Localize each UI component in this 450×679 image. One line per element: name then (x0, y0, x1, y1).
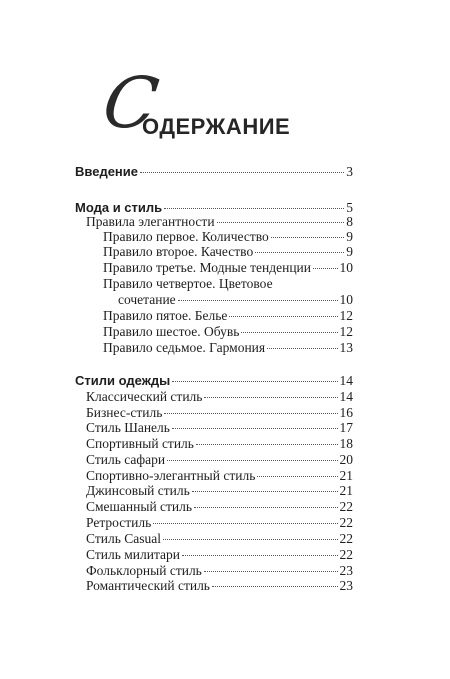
toc-entry-title: Классический стиль (86, 389, 203, 404)
toc-entry-page: 13 (339, 340, 353, 355)
toc-entry-title: Правило шестое. Обувь (103, 324, 240, 339)
toc-leader (167, 460, 337, 461)
toc-leader (182, 555, 338, 556)
toc-entry-page: 18 (339, 436, 353, 451)
toc-entry-title: Ретростиль (86, 515, 152, 530)
toc-entry-casual-style[interactable] (86, 531, 353, 547)
toc-leader (257, 476, 337, 477)
toc-entry-rule-4-line-1[interactable]: Правило четвертое. Цветовое (103, 276, 273, 291)
toc-entry-page: 9 (346, 244, 353, 259)
toc-entry-page: 23 (339, 563, 353, 578)
toc-leader (140, 172, 344, 173)
toc-entry-page: 16 (339, 405, 353, 420)
toc-entry-title: сочетание (118, 292, 176, 307)
toc-entry-page: 8 (346, 214, 353, 229)
toc-entry-page: 12 (339, 324, 353, 339)
toc-entry-page: 14 (339, 389, 353, 404)
toc-entry-sport-style[interactable] (86, 436, 353, 452)
toc-entry-title: Стиль милитари (86, 547, 180, 562)
toc-entry-page: 10 (339, 292, 353, 307)
toc-leader (204, 571, 338, 572)
toc-entry-title: Стиль Casual (86, 531, 161, 546)
toc-entry-title: Смешанный стиль (86, 499, 193, 514)
toc-entry-clothing-styles[interactable] (75, 373, 353, 389)
toc-entry-rule-1[interactable] (103, 229, 353, 245)
toc-entry-page: 12 (339, 308, 353, 323)
toc-entry-safari-style[interactable] (86, 452, 353, 468)
toc-leader (313, 268, 338, 269)
toc-leader (153, 523, 337, 524)
toc-entry-page: 10 (339, 260, 353, 275)
toc-entry-title: Спортивный стиль (86, 436, 194, 451)
toc-entry-classic-style[interactable] (86, 389, 353, 405)
toc-entry-page: 5 (346, 200, 353, 215)
toc-leader (164, 208, 344, 209)
toc-entry-rule-6[interactable] (103, 324, 353, 340)
toc-entry-chanel-style[interactable] (86, 420, 353, 436)
page-title (98, 62, 364, 144)
toc-entry-title: Правила элегантности (86, 214, 215, 229)
toc-entry-title: Стили одежды (75, 373, 171, 388)
toc-entry-page: 17 (339, 420, 353, 435)
toc-entry-rule-5[interactable] (103, 308, 353, 324)
toc-entry-title: Введение (75, 164, 138, 179)
toc-entry-title: Джинсовый стиль (86, 483, 190, 498)
toc-leader (172, 381, 337, 382)
toc-entry-page: 21 (339, 468, 353, 483)
toc-entry-mixed-style[interactable] (86, 499, 353, 515)
toc-entry-denim-style[interactable] (86, 483, 353, 499)
toc-entry-title: Мода и стиль (75, 200, 163, 215)
toc-leader (267, 348, 337, 349)
toc-entry-title: Стиль Шанель (86, 420, 170, 435)
toc-entry-page: 22 (339, 531, 353, 546)
toc-entry-rule-7[interactable] (103, 340, 353, 356)
toc-entry-page: 9 (346, 229, 353, 244)
toc-leader (194, 507, 337, 508)
toc-leader (172, 428, 338, 429)
toc-entry-title: Романтический стиль (86, 578, 210, 593)
toc-entry-title: Бизнес-стиль (86, 405, 163, 420)
toc-leader (178, 300, 338, 301)
toc-entry-folk-style[interactable] (86, 563, 353, 579)
toc-entry-page: 21 (339, 483, 353, 498)
toc-entry-title: Правило второе. Качество (103, 244, 254, 259)
toc-entry-rule-2[interactable] (103, 244, 353, 260)
toc-leader (204, 397, 337, 398)
toc-entry-military-style[interactable] (86, 547, 353, 563)
toc-entry-title: Стиль сафари (86, 452, 166, 467)
toc-entry-introduction[interactable] (75, 164, 353, 180)
toc-leader (271, 237, 344, 238)
toc-entry-page: 14 (339, 373, 353, 388)
toc-leader (196, 444, 338, 445)
toc-leader (164, 413, 337, 414)
toc-entry-page: 22 (339, 499, 353, 514)
toc-entry-page: 3 (346, 164, 353, 179)
toc-leader (163, 539, 338, 540)
toc-entry-rule-3[interactable] (103, 260, 353, 276)
toc-leader (212, 586, 338, 587)
toc-entry-title: Фольклорный стиль (86, 563, 202, 578)
toc-entry-sport-elegant-style[interactable] (86, 468, 353, 484)
toc-entry-title: Правило пятое. Белье (103, 308, 228, 323)
toc-leader (217, 222, 345, 223)
toc-entry-title: Правило седьмое. Гармония (103, 340, 266, 355)
toc-entry-page: 20 (339, 452, 353, 467)
toc-leader (255, 252, 344, 253)
toc-entry-rule-4[interactable] (118, 292, 353, 308)
toc-entry-page: 23 (339, 578, 353, 593)
toc-leader (192, 491, 338, 492)
title-text: ОДЕРЖАНИЕ (142, 114, 291, 139)
title-initial: С (98, 62, 164, 144)
toc-entry-retro-style[interactable] (86, 515, 353, 531)
toc-entry-page: 22 (339, 547, 353, 562)
toc-leader (241, 332, 337, 333)
toc-entry-business-style[interactable] (86, 405, 353, 421)
toc-entry-title: Правило третье. Модные тенденции (103, 260, 311, 275)
toc-entry-title: Правило первое. Количество (103, 229, 269, 244)
toc-entry-romantic-style[interactable] (86, 578, 353, 594)
toc-leader (229, 316, 337, 317)
toc-entry-page: 22 (339, 515, 353, 530)
toc-entry-title: Спортивно-элегантный стиль (86, 468, 256, 483)
toc-entry-elegance-rules[interactable] (86, 214, 353, 230)
